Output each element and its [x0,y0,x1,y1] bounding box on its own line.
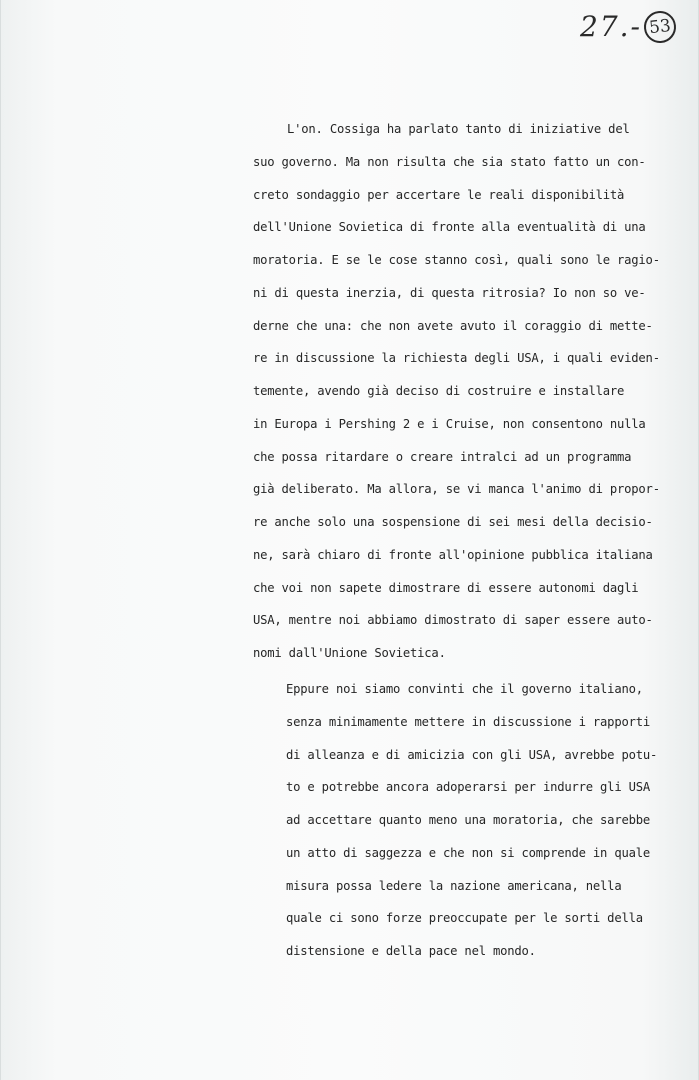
text-line: to e potrebbe ancora adoperarsi per indurre gli USA [286,780,651,795]
page-number-circled: 53 [642,9,677,44]
text-line: nomi dall'Unione Sovietica. [253,646,446,660]
page-number [580,10,676,43]
text-line: suo governo. Ma non risulta che sia stato fatto un con- [253,154,646,169]
text-line: in Europa i Pershing 2 e i Cruise, non consentono nulla [253,416,646,431]
text-line: re in discussione la richiesta degli USA, i quali eviden- [253,351,660,366]
page-number-main: 27.- [580,10,642,43]
text-line: re anche solo una sospensione di sei mesi della decisio- [253,515,653,529]
paragraph-1 [253,113,660,670]
text-line: un atto di saggezza e che non si comprende in quale [286,845,651,860]
text-line: misura possa ledere la nazione americana, nella [286,878,622,893]
text-line: già deliberato. Ma allora, se vi manca l'animo di propor- [253,482,660,497]
text-line: quale ci sono forze preoccupate per le sorti della [286,911,643,926]
text-line: ni di questa inerzia, di questa ritrosia? Io non so ve- [253,285,646,300]
text-line: derne che una: che non avete avuto il coraggio di mette- [253,318,653,333]
text-line: che voi non sapete dimostrare di essere autonomi dagli [253,580,639,595]
text-line: ne, sarà chiaro di fronte all'opinione pubblica italiana [253,547,653,562]
text-line: di alleanza e di amicizia con gli USA, avrebbe potu- [286,747,658,762]
text-line: USA, mentre noi abbiamo dimostrato di saper essere auto- [253,613,653,628]
text-line: distensione e della pace nel mondo. [286,944,536,958]
paragraph-2 [286,673,657,968]
text-line: ad accettare quanto meno una moratoria, che sarebbe [286,813,651,827]
text-line: moratoria. E se le cose stanno così, quali sono le ragio- [253,253,660,267]
text-line: Eppure noi siamo convinti che il governo italiano, [286,682,643,696]
text-line: creto sondaggio per accertare le reali disponibilità [253,187,625,202]
text-line: che possa ritardare o creare intralci ad un programma [253,449,632,464]
text-line: L'on. Cossiga ha parlato tanto di iniziative del [287,122,630,136]
text-line: temente, avendo già deciso di costruire e installare [253,384,625,398]
text-line: senza minimamente mettere in discussione i rapporti [286,714,651,729]
text-line: dell'Unione Sovietica di fronte alla eventualità di una [253,220,646,235]
